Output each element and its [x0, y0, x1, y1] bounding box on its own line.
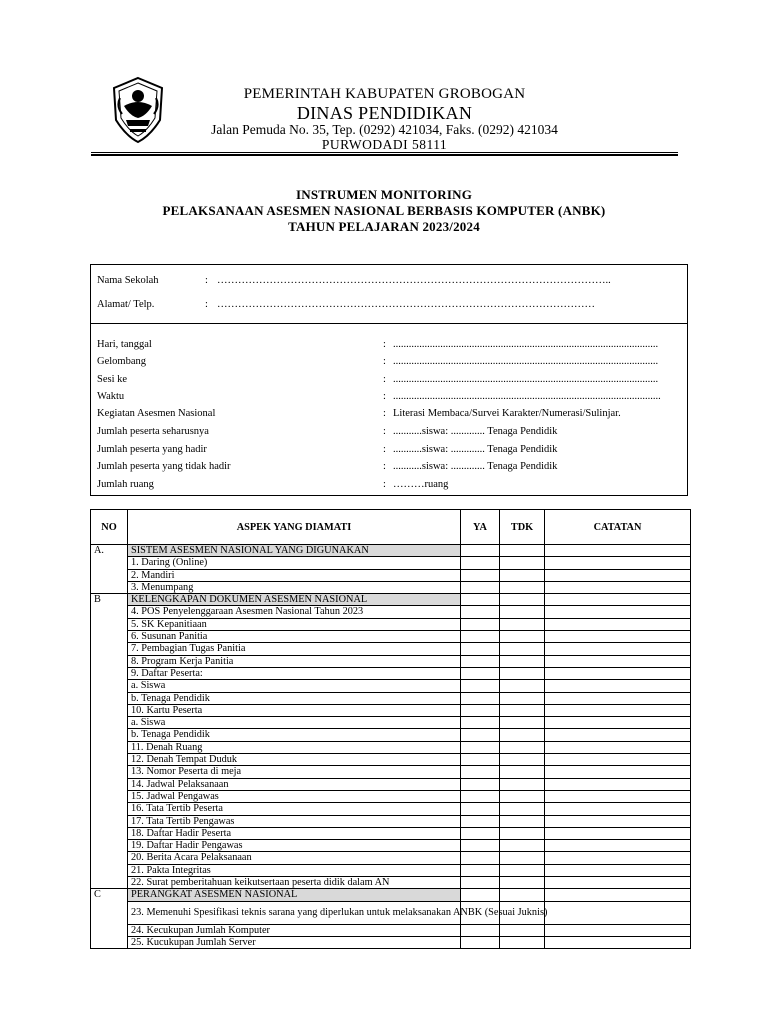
ya-check-cell[interactable] [461, 545, 500, 557]
section-row [91, 889, 691, 901]
table-row [91, 754, 691, 766]
ya-check-cell[interactable] [461, 581, 500, 593]
table-row [91, 557, 691, 569]
tdk-check-cell[interactable] [500, 840, 545, 852]
catatan-cell[interactable] [545, 581, 691, 593]
ya-check-cell[interactable] [461, 766, 500, 778]
table-row [91, 618, 691, 630]
col-header-no: NO [91, 510, 128, 545]
ya-check-cell[interactable] [461, 852, 500, 864]
detail-label: Sesi ke [97, 374, 128, 385]
exam-details-box [90, 323, 688, 496]
tdk-check-cell[interactable] [500, 581, 545, 593]
catatan-cell[interactable] [545, 594, 691, 606]
aspect-item: 11. Denah Ruang [128, 741, 461, 753]
ya-check-cell[interactable] [461, 704, 500, 716]
table-row [91, 643, 691, 655]
table-row [91, 569, 691, 581]
tdk-check-cell[interactable] [500, 704, 545, 716]
school-name-colon: : [205, 275, 208, 286]
detail-value-field[interactable]: ...........siswa: ............. Tenaga Pendidik [393, 444, 558, 455]
aspect-item: 16. Tata Tertib Peserta [128, 803, 461, 815]
ya-check-cell[interactable] [461, 790, 500, 802]
detail-label: Hari, tanggal [97, 339, 152, 350]
tdk-check-cell[interactable] [500, 924, 545, 936]
tdk-check-cell[interactable] [500, 655, 545, 667]
ya-check-cell[interactable] [461, 692, 500, 704]
aspect-item: 14. Jadwal Pelaksanaan [128, 778, 461, 790]
tdk-check-cell[interactable] [500, 618, 545, 630]
ya-check-cell[interactable] [461, 655, 500, 667]
tdk-check-cell[interactable] [500, 864, 545, 876]
col-header-aspek: ASPEK YANG DIAMATI [128, 510, 461, 545]
aspect-item: 6. Susunan Panitia [128, 631, 461, 643]
aspect-item: 10. Kartu Peserta [128, 704, 461, 716]
detail-colon: : [383, 479, 386, 490]
table-row [91, 655, 691, 667]
catatan-cell[interactable] [545, 741, 691, 753]
tdk-check-cell[interactable] [500, 606, 545, 618]
detail-value-field[interactable]: ………ruang [393, 479, 449, 490]
office-name: DINAS PENDIDIKAN [296, 103, 473, 123]
table-row [91, 778, 691, 790]
tdk-check-cell[interactable] [500, 815, 545, 827]
catatan-cell[interactable] [545, 803, 691, 815]
ya-check-cell[interactable] [461, 618, 500, 630]
letterhead-divider [91, 152, 678, 153]
col-header-tdk: TDK [500, 510, 545, 545]
tdk-check-cell[interactable] [500, 889, 545, 901]
detail-label: Jumlah peserta yang hadir [97, 444, 207, 455]
catatan-cell[interactable] [545, 901, 691, 924]
tdk-check-cell[interactable] [500, 790, 545, 802]
table-row [91, 852, 691, 864]
aspect-item: 13. Nomor Peserta di meja [128, 766, 461, 778]
ya-check-cell[interactable] [461, 680, 500, 692]
tdk-check-cell[interactable] [500, 545, 545, 557]
ya-check-cell[interactable] [461, 778, 500, 790]
aspect-item: 9. Daftar Peserta: [128, 667, 461, 679]
catatan-cell[interactable] [545, 766, 691, 778]
detail-value-field[interactable]: ...........siswa: ............. Tenaga Pendidik [393, 461, 558, 472]
ya-check-cell[interactable] [461, 741, 500, 753]
ya-check-cell[interactable] [461, 557, 500, 569]
catatan-cell[interactable] [545, 889, 691, 901]
aspect-item: 1. Daring (Online) [128, 557, 461, 569]
ya-check-cell[interactable] [461, 754, 500, 766]
tdk-check-cell[interactable] [500, 729, 545, 741]
catatan-cell[interactable] [545, 631, 691, 643]
table-row [91, 924, 691, 936]
catatan-cell[interactable] [545, 692, 691, 704]
doc-title-line1: INSTRUMEN MONITORING [295, 187, 473, 202]
section-title: KELENGKAPAN DOKUMEN ASESMEN NASIONAL [128, 594, 461, 606]
aspect-item: 17. Tata Tertib Pengawas [128, 815, 461, 827]
ya-check-cell[interactable] [461, 803, 500, 815]
catatan-cell[interactable] [545, 815, 691, 827]
aspect-item: 3. Menumpang [128, 581, 461, 593]
detail-colon: : [383, 391, 386, 402]
catatan-cell[interactable] [545, 606, 691, 618]
table-row [91, 803, 691, 815]
tdk-check-cell[interactable] [500, 827, 545, 839]
aspect-item: 12. Denah Tempat Duduk [128, 754, 461, 766]
catatan-cell[interactable] [545, 877, 691, 889]
aspect-item: 7. Pembagian Tugas Panitia [128, 643, 461, 655]
table-row [91, 936, 691, 948]
aspect-item: 4. POS Penyelenggaraan Asesmen Nasional Tahun 2023 [128, 606, 461, 618]
catatan-cell[interactable] [545, 790, 691, 802]
aspect-item: a. Siswa [128, 717, 461, 729]
tdk-check-cell[interactable] [500, 778, 545, 790]
tdk-check-cell[interactable] [500, 754, 545, 766]
section-title: PERANGKAT ASESMEN NASIONAL [128, 889, 461, 901]
aspect-item: 5. SK Kepanitiaan [128, 618, 461, 630]
table-row [91, 581, 691, 593]
table-row [91, 667, 691, 679]
catatan-cell[interactable] [545, 840, 691, 852]
school-name-field[interactable]: ………………………………………………………………………………………………….. [217, 275, 611, 286]
section-title: SISTEM ASESMEN NASIONAL YANG DIGUNAKAN [128, 545, 461, 557]
catatan-cell[interactable] [545, 557, 691, 569]
ya-check-cell[interactable] [461, 606, 500, 618]
detail-label: Kegiatan Asesmen Nasional [97, 408, 216, 419]
catatan-cell[interactable] [545, 864, 691, 876]
ya-check-cell[interactable] [461, 889, 500, 901]
tdk-check-cell[interactable] [500, 852, 545, 864]
section-row [91, 545, 691, 557]
catatan-cell[interactable] [545, 655, 691, 667]
catatan-cell[interactable] [545, 924, 691, 936]
tdk-check-cell[interactable] [500, 594, 545, 606]
detail-value-field[interactable]: ...................................................................................................... [393, 391, 661, 402]
table-row [91, 606, 691, 618]
table-header-row [91, 510, 691, 545]
ya-check-cell[interactable] [461, 729, 500, 741]
ya-check-cell[interactable] [461, 717, 500, 729]
monitoring-table [90, 509, 691, 949]
catatan-cell[interactable] [545, 717, 691, 729]
detail-colon: : [383, 374, 386, 385]
detail-label: Jumlah peserta yang tidak hadir [97, 461, 231, 472]
catatan-cell[interactable] [545, 618, 691, 630]
table-row [91, 840, 691, 852]
detail-value-field[interactable]: ..................................................................................................... [393, 356, 659, 367]
detail-value-field[interactable]: ..................................................................................................... [393, 339, 659, 350]
ya-check-cell[interactable] [461, 815, 500, 827]
school-address-field[interactable]: ……………………………………………………………………………………………… [217, 299, 595, 310]
catatan-cell[interactable] [545, 729, 691, 741]
detail-label: Jumlah ruang [97, 479, 154, 490]
table-row [91, 729, 691, 741]
aspect-item: 18. Daftar Hadir Peserta [128, 827, 461, 839]
doc-title-line3: TAHUN PELAJARAN 2023/2024 [288, 219, 480, 234]
aspect-item: 21. Pakta Integritas [128, 864, 461, 876]
tdk-check-cell[interactable] [500, 692, 545, 704]
tdk-check-cell[interactable] [500, 631, 545, 643]
tdk-check-cell[interactable] [500, 741, 545, 753]
ya-check-cell[interactable] [461, 936, 500, 948]
detail-value-field[interactable]: ...........siswa: ............. Tenaga Pendidik [393, 426, 558, 437]
ya-check-cell[interactable] [461, 840, 500, 852]
ya-check-cell[interactable] [461, 631, 500, 643]
detail-value-field[interactable]: Literasi Membaca/Survei Karakter/Numerasi/Sulinjar. [393, 408, 621, 419]
aspect-item: 2. Mandiri [128, 569, 461, 581]
tdk-check-cell[interactable] [500, 877, 545, 889]
tdk-check-cell[interactable] [500, 936, 545, 948]
aspect-item: 22. Surat pemberitahuan keikutsertaan peserta didik dalam AN [128, 877, 461, 889]
school-address-colon: : [205, 299, 208, 310]
ya-check-cell[interactable] [461, 864, 500, 876]
catatan-cell[interactable] [545, 704, 691, 716]
aspect-item: 23. Memenuhi Spesifikasi teknis sarana yang diperlukan untuk melaksanakan ANBK (Sesuai Juknis) [128, 901, 461, 924]
ya-check-cell[interactable] [461, 924, 500, 936]
table-row [91, 827, 691, 839]
tdk-check-cell[interactable] [500, 803, 545, 815]
school-name-label: Nama Sekolah [97, 275, 159, 286]
catatan-cell[interactable] [545, 643, 691, 655]
section-no: B [91, 594, 128, 889]
detail-colon: : [383, 426, 386, 437]
section-row [91, 594, 691, 606]
col-header-ya: YA [461, 510, 500, 545]
tdk-check-cell[interactable] [500, 680, 545, 692]
catatan-cell[interactable] [545, 827, 691, 839]
table-row [91, 631, 691, 643]
table-row [91, 704, 691, 716]
catatan-cell[interactable] [545, 936, 691, 948]
school-info-box [90, 264, 688, 324]
section-no: A. [91, 545, 128, 594]
table-row [91, 864, 691, 876]
office-address: Jalan Pemuda No. 35, Tep. (0292) 421034, Faks. (0292) 421034 [211, 122, 558, 137]
col-header-catatan: CATATAN [545, 510, 691, 545]
table-row [91, 877, 691, 889]
catatan-cell[interactable] [545, 778, 691, 790]
aspect-item: 15. Jadwal Pengawas [128, 790, 461, 802]
detail-colon: : [383, 356, 386, 367]
tdk-check-cell[interactable] [500, 766, 545, 778]
table-row [91, 692, 691, 704]
table-row [91, 815, 691, 827]
detail-colon: : [383, 461, 386, 472]
detail-label: Jumlah peserta seharusnya [97, 426, 209, 437]
table-row [91, 790, 691, 802]
section-no: C [91, 889, 128, 949]
letterhead-divider-thick [91, 154, 678, 156]
tdk-check-cell[interactable] [500, 569, 545, 581]
table-row [91, 901, 691, 924]
gov-name: PEMERINTAH KABUPATEN GROBOGAN [243, 86, 526, 102]
ya-check-cell[interactable] [461, 667, 500, 679]
aspect-item: b. Tenaga Pendidik [128, 692, 461, 704]
catatan-cell[interactable] [545, 667, 691, 679]
catatan-cell[interactable] [545, 680, 691, 692]
ya-check-cell[interactable] [461, 827, 500, 839]
table-row [91, 766, 691, 778]
ya-check-cell[interactable] [461, 594, 500, 606]
tdk-check-cell[interactable] [500, 717, 545, 729]
ya-check-cell[interactable] [461, 877, 500, 889]
ya-check-cell[interactable] [461, 643, 500, 655]
tdk-check-cell[interactable] [500, 557, 545, 569]
catatan-cell[interactable] [545, 569, 691, 581]
aspect-item: 19. Daftar Hadir Pengawas [128, 840, 461, 852]
doc-title-line2: PELAKSANAAN ASESMEN NASIONAL BERBASIS KOMPUTER (ANBK) [162, 203, 606, 218]
catatan-cell[interactable] [545, 754, 691, 766]
table-row [91, 741, 691, 753]
aspect-item: b. Tenaga Pendidik [128, 729, 461, 741]
ya-check-cell[interactable] [461, 569, 500, 581]
tdk-check-cell[interactable] [500, 643, 545, 655]
detail-label: Gelombang [97, 356, 146, 367]
aspect-item: 8. Program Kerja Panitia [128, 655, 461, 667]
table-row [91, 680, 691, 692]
aspect-item: 20. Berita Acara Pelaksanaan [128, 852, 461, 864]
tdk-check-cell[interactable] [500, 667, 545, 679]
catatan-cell[interactable] [545, 545, 691, 557]
detail-colon: : [383, 339, 386, 350]
aspect-item: 24. Kecukupan Jumlah Komputer [128, 924, 461, 936]
office-city: PURWODADI 58111 [321, 137, 448, 152]
detail-colon: : [383, 444, 386, 455]
detail-colon: : [383, 408, 386, 419]
aspect-item: 25. Kucukupan Jumlah Server [128, 936, 461, 948]
table-row [91, 717, 691, 729]
catatan-cell[interactable] [545, 852, 691, 864]
aspect-item: a. Siswa [128, 680, 461, 692]
school-address-label: Alamat/ Telp. [97, 299, 155, 310]
detail-label: Waktu [97, 391, 125, 402]
detail-value-field[interactable]: ..................................................................................................... [393, 374, 659, 385]
